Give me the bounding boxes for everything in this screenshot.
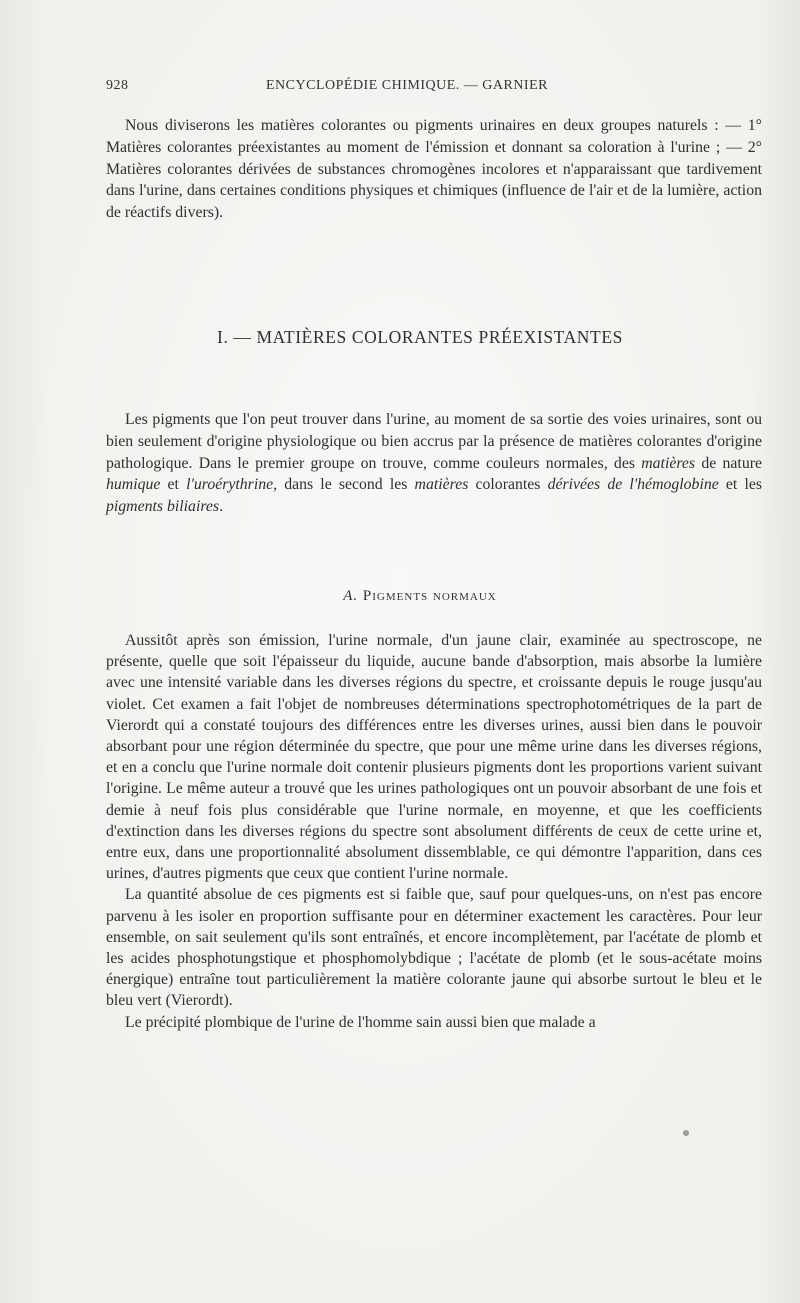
intro-paragraph-block bbox=[106, 115, 762, 224]
text-run: Les pigments que l'on peut trouver dans l'urine, au moment de sa sortie des voies urinaires, sont ou bien seulement d'origine physiologique ou bien accrus par la présence de matières colorantes d'origine pathologique. Dans le premier groupe on trouve, comme couleurs normales, des bbox=[106, 411, 762, 472]
main-paragraph-3: Le précipité plombique de l'urine de l'homme sain aussi bien que malade a bbox=[124, 1013, 596, 1031]
text-run: et les bbox=[718, 476, 762, 494]
page-number: 928 bbox=[106, 78, 129, 93]
subsection-heading bbox=[0, 588, 800, 605]
italic-term: matières bbox=[414, 476, 469, 494]
main-text-block bbox=[106, 630, 762, 1033]
italic-term: pigments biliaires bbox=[106, 498, 220, 516]
italic-term: matières bbox=[641, 454, 696, 472]
text-run: , dans le second les bbox=[273, 476, 415, 494]
main-paragraph-1: Aussitôt après son émission, l'urine normale, d'un jaune clair, examinée au spectroscope, ne présente, quelle que soit l'épaisseur du liquide, aucune bande d'absorption, mais absorbe la lumière avec une intensité variable dans les diverses régions du spectre, et croissante depuis le rouge jusqu'au violet. Cet examen a fait l'objet de nombreuses déterminations spectrophotométriques de la part de Vierordt qui a constaté toujours des différences entre les diverses urines, aussi bien dans le pouvoir absorbant pour une région déterminée du spectre, que pour une même urine dans les diverses régions, et en a conclu que l'urine normale doit contenir plusieurs pigments dont les proportions varient suivant l'origine. Le même auteur a trouvé que les urines pathologiques ont un pouvoir absorbant de une fois et demie à neuf fois plus considérable que l'urine normale, en moyenne, et que les coefficients d'extinction dans les diverses régions du spectre sont absolument différents de ceux de cette urine et, entre eux, dans une proportionnalité absolument dissemblable, ce qui démontre l'apparition, dans ces urines, d'autres pigments que ceux que contient l'urine normale. bbox=[106, 632, 762, 883]
text-run: et bbox=[160, 476, 187, 494]
intro-paragraph: Nous diviserons les matières colorantes ou pigments urinaires en deux groupes naturels : — 1° Matières colorantes préexistantes au moment de l'émission et donnant sa coloration à l'urine ; — 2° Matières colorantes dérivées de substances chromogènes incolores et n'apparaissant que tardivement dans l'urine, dans certaines conditions physiques et chimiques (influence de l'air et de la lumière, action de réactifs divers). bbox=[106, 117, 762, 222]
section-heading: I. — MATIÈRES COLORANTES PRÉEXISTANTES bbox=[217, 327, 623, 347]
text-run: . bbox=[219, 498, 224, 516]
running-header bbox=[106, 78, 730, 102]
text-run: colorantes bbox=[468, 476, 548, 494]
pigments-intro-paragraph bbox=[106, 409, 762, 518]
subsection-title: Pigments normaux bbox=[362, 588, 497, 604]
running-title: ENCYCLOPÉDIE CHIMIQUE. — GARNIER bbox=[266, 78, 548, 93]
italic-term: humique bbox=[106, 476, 161, 494]
italic-term: dérivées de l'hémoglobine bbox=[547, 476, 719, 494]
ink-speck bbox=[683, 1130, 689, 1136]
pigments-intro-block bbox=[106, 409, 762, 518]
main-paragraph-2: La quantité absolue de ces pigments est si faible que, sauf pour quelques-uns, on n'est pas encore parvenu à les isoler en proportion suffisante pour en déterminer exactement les caractères. Pour leur ensemble, on sait seulement qu'ils sont entraînés, et encore incomplètement, par l'acétate de plomb et les acides phosphotungstique et phosphomolybdique ; l'acétate de plomb (et le sous-acétate moins énergique) entraîne tout particulièrement la matière colorante jaune qui absorbe surtout le bleu et le bleu vert (Vierordt). bbox=[106, 886, 762, 1010]
text-run: de nature bbox=[695, 454, 762, 472]
italic-term: l'uroérythrine bbox=[186, 476, 274, 494]
subsection-letter: A. bbox=[343, 588, 359, 604]
